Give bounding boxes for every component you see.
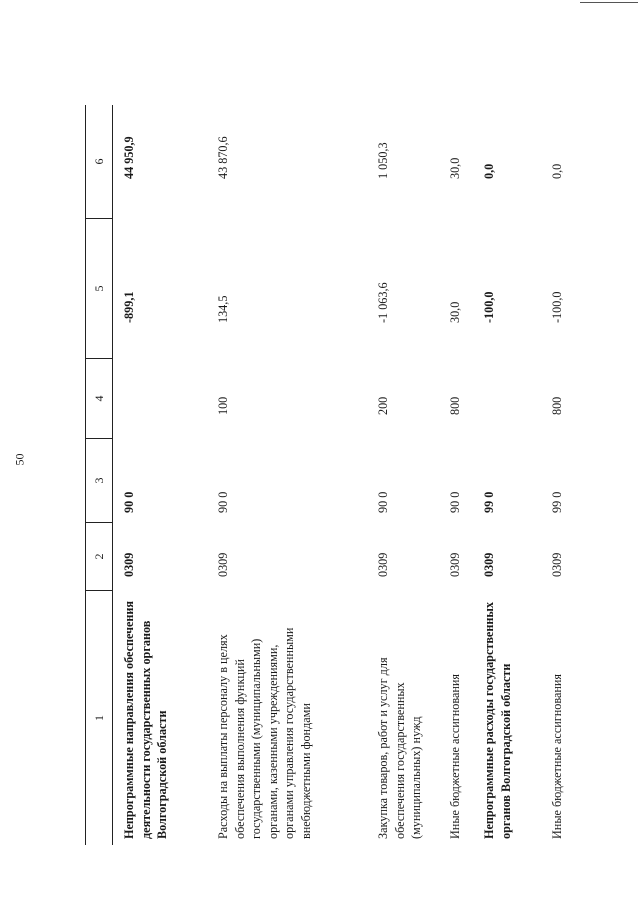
page-number: 50: [12, 453, 27, 466]
budget-table: [85, 105, 575, 845]
row-change: 30,0: [448, 301, 462, 323]
row-vr: 200: [376, 396, 390, 415]
row-vr: 100: [216, 396, 230, 415]
row-name: Иные бюджетные ассигнования: [448, 673, 462, 839]
table-row: [439, 105, 473, 845]
row-change: -1 063,6: [376, 282, 390, 323]
row-change: -100,0: [550, 291, 564, 323]
top-rule: [580, 2, 638, 3]
row-razdel: 0309: [550, 552, 564, 577]
row-razdel: 0309: [376, 552, 390, 577]
row-razdel: 0309: [448, 552, 462, 577]
row-vr: [473, 359, 541, 439]
row-total: 30,0: [448, 157, 462, 179]
table-header-row: [85, 105, 113, 845]
row-total: 44 950,9: [122, 136, 136, 179]
table-row: [207, 105, 367, 845]
row-razdel: 0309: [122, 552, 136, 577]
rotated-table-area: [85, 45, 640, 845]
table-row: [541, 105, 575, 845]
row-name: Иные бюджетные ассигнования: [550, 673, 564, 839]
row-change: -899,1: [122, 291, 136, 323]
row-name: Расходы на выплаты персоналу в целях обеспечения выполнения функций государственными (муниципальными) органами, казенными учреждениями, органами управления государственными внебюджетными фондами: [216, 627, 313, 839]
header-col-2: 2: [86, 523, 112, 591]
header-col-3: 3: [86, 439, 112, 523]
header-col-6: 6: [86, 105, 112, 219]
row-name: Непрограммные направления обеспечения деятельности государственных органов Волгоградской области: [122, 600, 170, 839]
row-csr: 90 0: [216, 491, 230, 513]
table-row: [113, 105, 207, 845]
row-vr: 800: [448, 396, 462, 415]
header-col-4: 4: [86, 359, 112, 439]
row-csr: 90 0: [376, 491, 390, 513]
row-change: 134,5: [216, 295, 230, 323]
row-change: -100,0: [482, 291, 496, 323]
row-total: 0,0: [550, 163, 564, 179]
row-csr: 90 0: [122, 491, 136, 513]
row-razdel: 0309: [482, 552, 496, 577]
row-total: 0,0: [482, 163, 496, 179]
row-total: 1 050,3: [376, 142, 390, 179]
row-name: Закупка товаров, работ и услуг для обеспечения государственных (муниципальных) нужд: [376, 657, 424, 839]
table-row: [367, 105, 439, 845]
header-col-5: 5: [86, 219, 112, 359]
row-vr: 800: [550, 396, 564, 415]
row-razdel: 0309: [216, 552, 230, 577]
row-total: 43 870,6: [216, 136, 230, 179]
row-name: Непрограммные расходы государственных органов Волгоградской области: [482, 602, 513, 839]
header-col-1: 1: [91, 715, 106, 721]
row-csr: 99 0: [550, 491, 564, 513]
row-vr: [113, 359, 207, 439]
row-csr: 99 0: [482, 491, 496, 513]
row-csr: 90 0: [448, 491, 462, 513]
table-row: [473, 105, 541, 845]
